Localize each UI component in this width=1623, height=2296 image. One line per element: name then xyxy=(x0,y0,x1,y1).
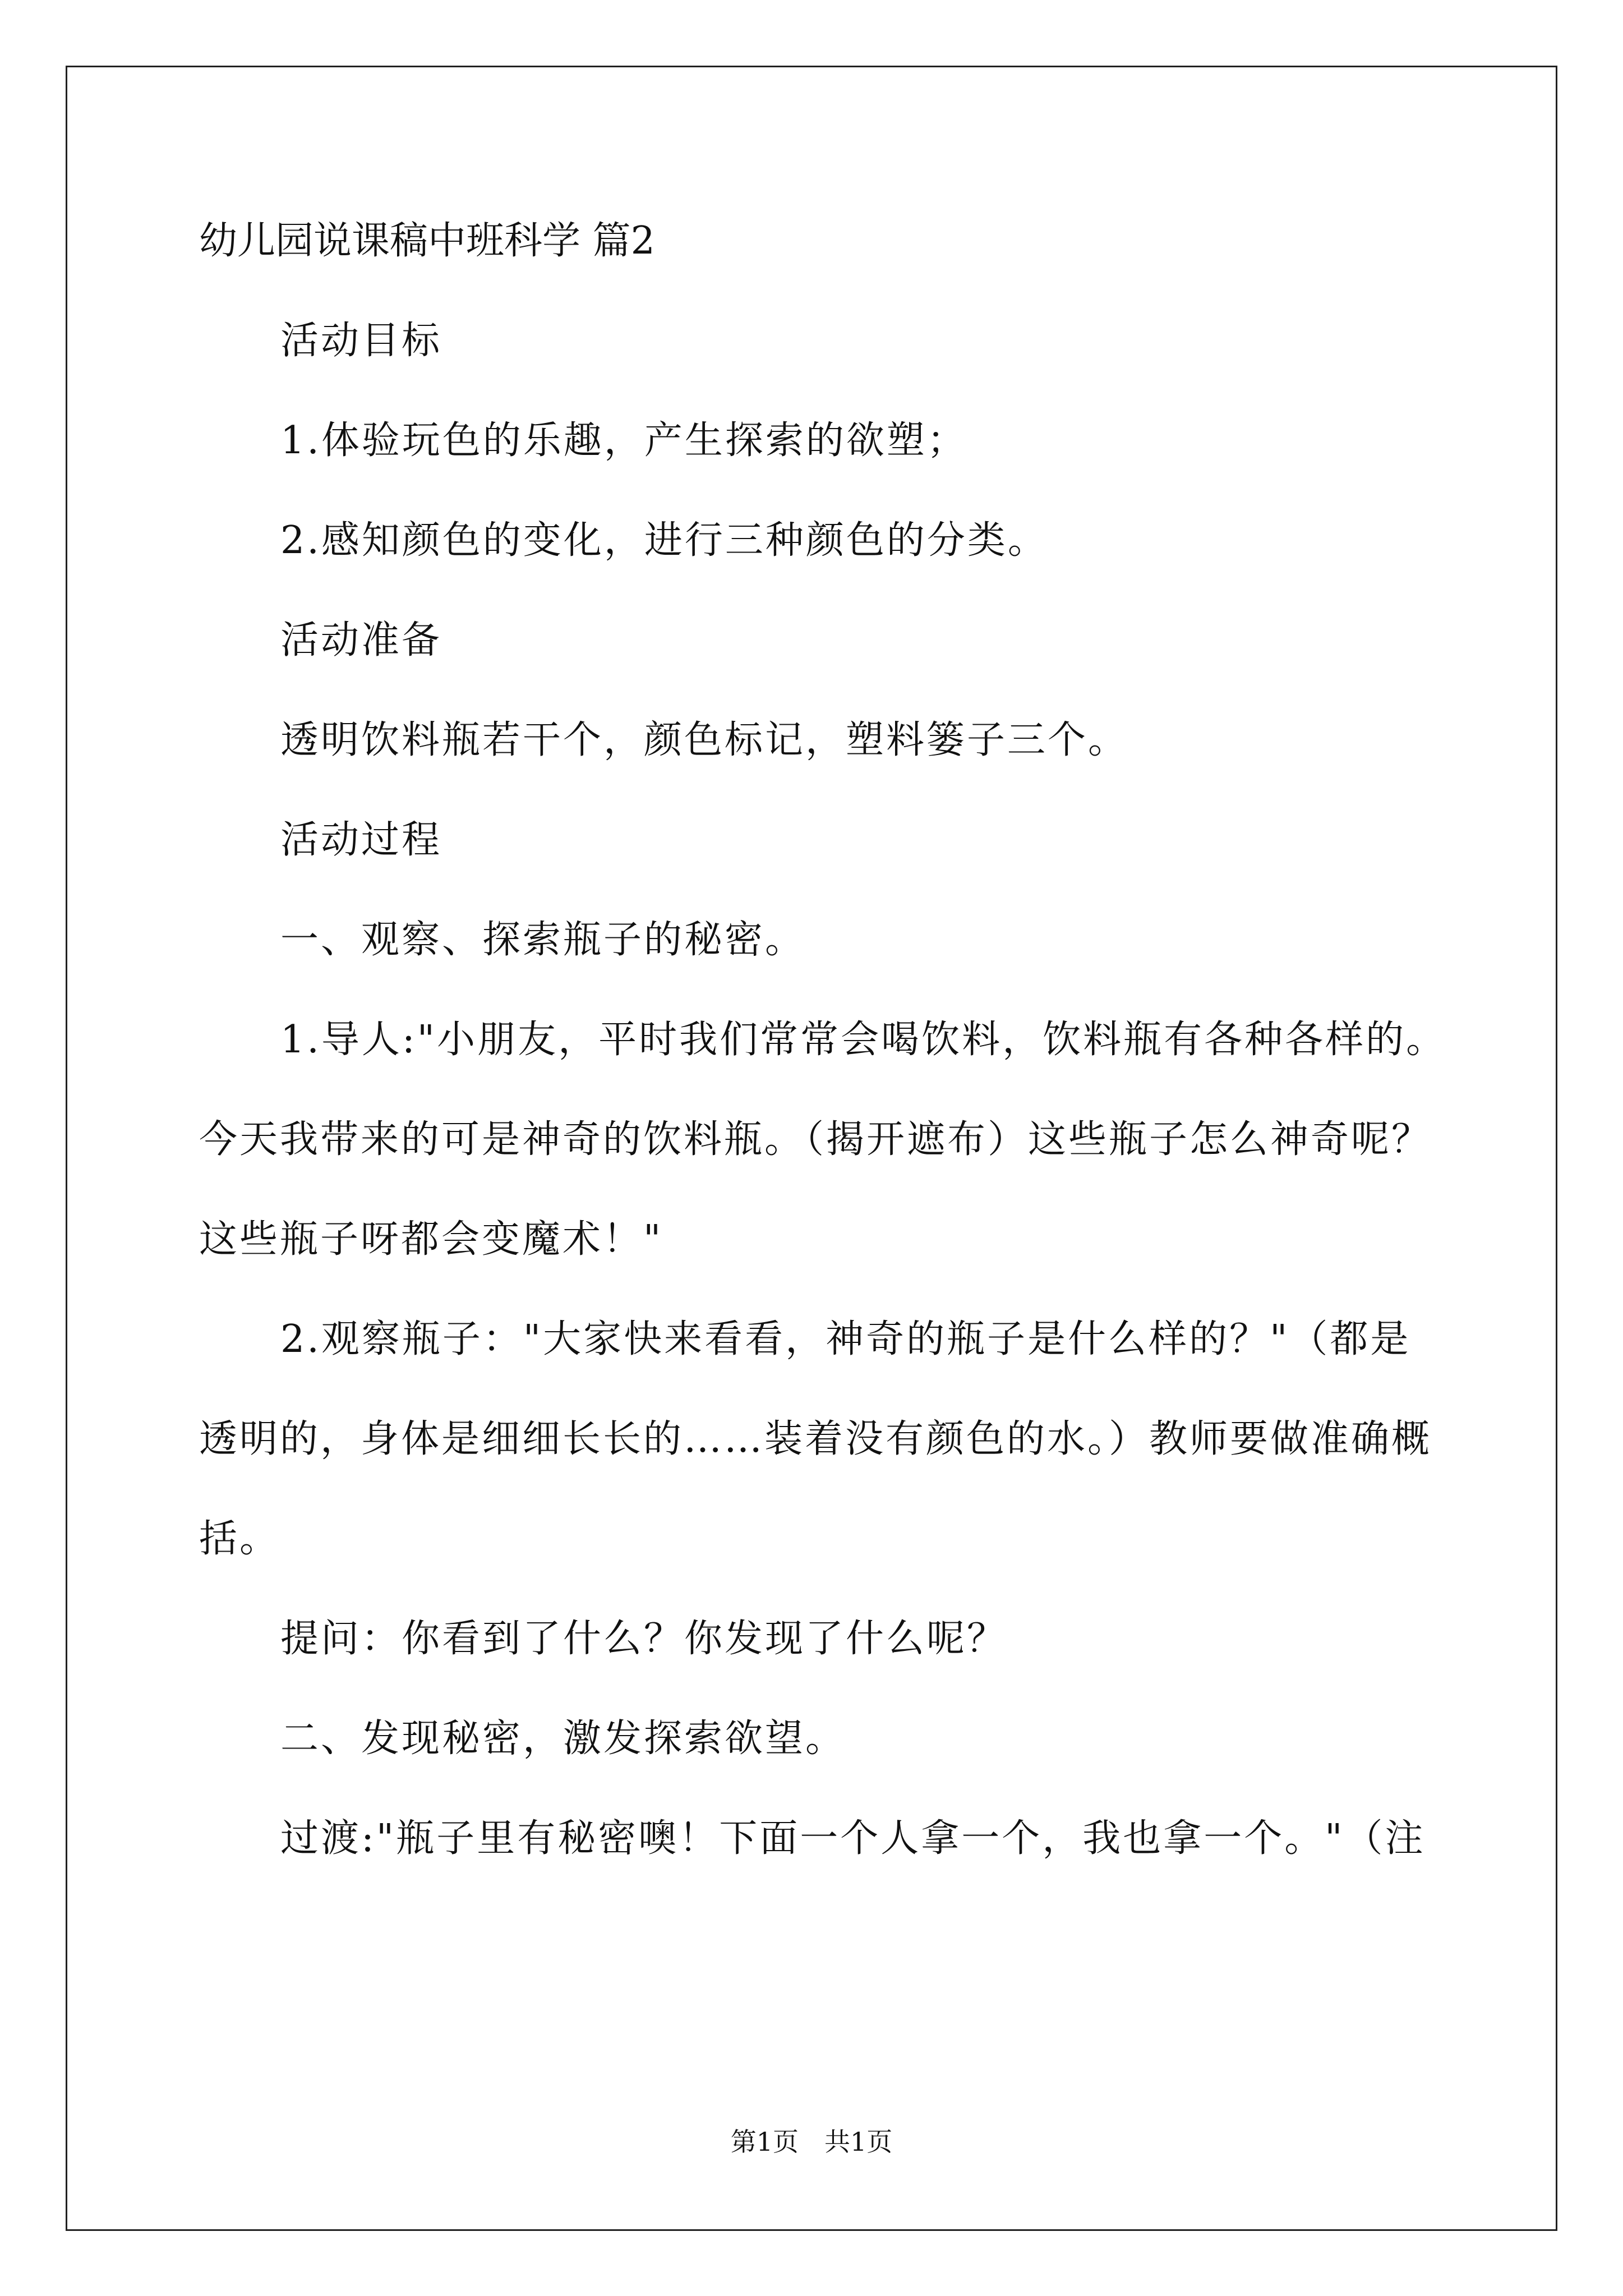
paragraph-line: 二、发现秘密，激发探索欲望。 xyxy=(280,1717,846,1761)
paragraph xyxy=(199,1314,1464,1565)
paragraph-line: 透明的，身体是细细长长的……装着没有颜色的水。）教师要做准确概 xyxy=(199,1417,1432,1461)
paragraph xyxy=(199,815,1464,866)
paragraph xyxy=(199,1814,1464,1864)
paragraph-line: 2.感知颜色的变化，进行三种颜色的分类。 xyxy=(280,518,1048,563)
paragraph-line: 提问：你看到了什么？你发现了什么呢？ xyxy=(280,1617,1008,1661)
paragraph xyxy=(199,1714,1464,1764)
paragraph-line: 1.体验玩色的乐趣，产生探索的欲塑； xyxy=(280,418,967,463)
paragraph xyxy=(199,316,1464,366)
paragraph xyxy=(199,915,1464,965)
paragraph-list xyxy=(199,316,1464,1864)
paragraph-line: 这些瓶子呀都会变魔术！" xyxy=(199,1217,663,1262)
document-title: 幼儿园说课稿中班科学 篇2 xyxy=(199,219,655,263)
paragraph xyxy=(199,1015,1464,1265)
paragraph-line: 活动准备 xyxy=(280,618,442,662)
document-body xyxy=(199,216,1464,1913)
paragraph-line: 括。 xyxy=(199,1517,280,1561)
paragraph xyxy=(199,715,1464,766)
paragraph xyxy=(199,1614,1464,1664)
paragraph-line: 1.导人:"小朋友，平时我们常常会喝饮料，饮料瓶有各种各样的。 xyxy=(280,1018,1447,1062)
paragraph-line: 一、观察、探索瓶子的秘密。 xyxy=(280,918,806,962)
paragraph xyxy=(199,416,1464,466)
paragraph-line: 活动过程 xyxy=(280,818,442,862)
paragraph-line: 过渡:"瓶子里有秘密噢！下面一个人拿一个，我也拿一个。"（注 xyxy=(280,1816,1426,1861)
paragraph-line: 今天我带来的可是神奇的饮料瓶。（揭开遮布）这些瓶子怎么神奇呢？ xyxy=(199,1117,1432,1162)
paragraph xyxy=(199,615,1464,666)
paragraph-line: 活动目标 xyxy=(280,319,442,363)
paragraph-line: 2.观察瓶子："大家快来看看，神奇的瓶子是什么样的？"（都是 xyxy=(280,1317,1411,1361)
paragraph xyxy=(199,516,1464,566)
page-footer: 第1页 共1页 xyxy=(730,2127,893,2157)
paragraph-line: 透明饮料瓶若干个，颜色标记，塑料篓子三个。 xyxy=(280,718,1129,762)
